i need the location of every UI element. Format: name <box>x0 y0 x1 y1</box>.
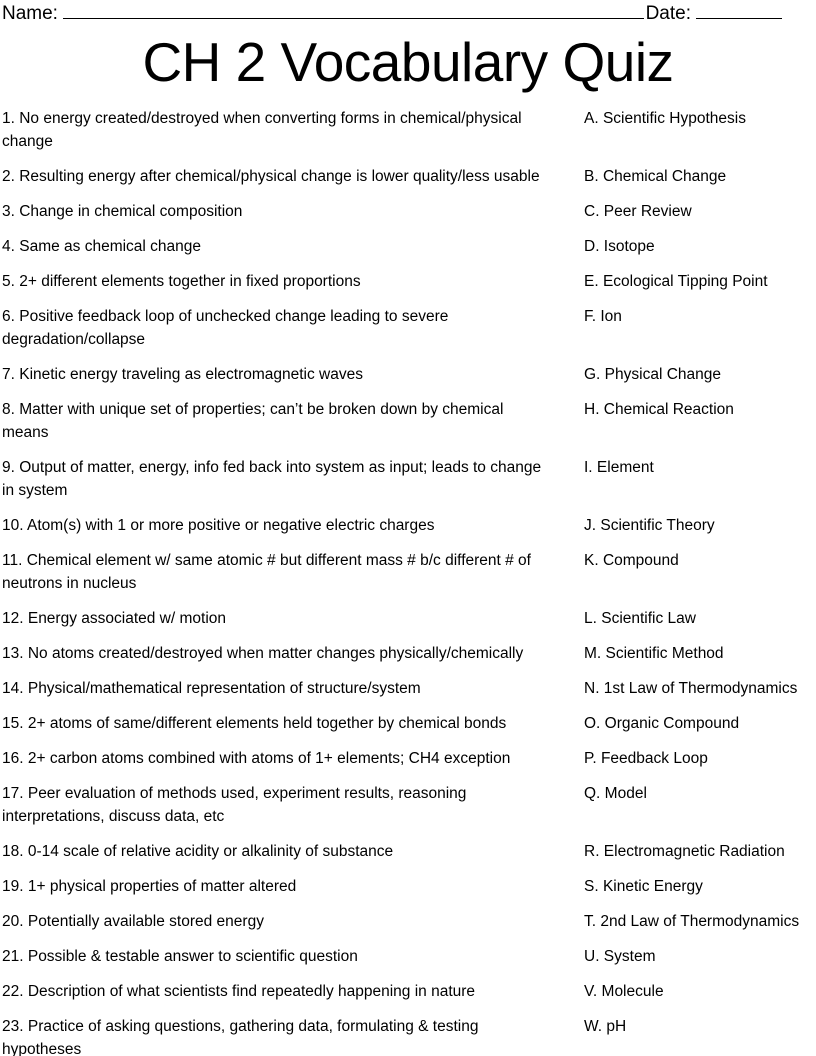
answer-choice[interactable]: F. Ion <box>584 308 622 325</box>
matching-row <box>2 363 814 386</box>
answer-choice[interactable]: W. pH <box>584 1018 627 1035</box>
answer-choice[interactable]: R. Electromagnetic Radiation <box>584 843 785 860</box>
question-item[interactable]: 20. Potentially available stored energy <box>2 913 264 930</box>
answer-choice[interactable]: G. Physical Change <box>584 366 721 383</box>
matching-row <box>2 910 814 933</box>
answer-choice[interactable]: U. System <box>584 948 656 965</box>
question-item[interactable]: 12. Energy associated w/ motion <box>2 610 227 627</box>
answer-choice[interactable]: P. Feedback Loop <box>584 750 708 767</box>
answer-choice[interactable]: J. Scientific Theory <box>584 517 715 534</box>
question-item[interactable]: 3. Change in chemical composition <box>2 203 243 220</box>
question-item[interactable]: 13. No atoms created/destroyed when matter changes physically/chemically <box>2 645 524 662</box>
matching-row <box>2 712 814 735</box>
question-item[interactable]: 22. Description of what scientists find repeatedly happening in nature <box>2 983 476 1000</box>
matching-row <box>2 642 814 665</box>
matching-row <box>2 200 814 223</box>
question-item[interactable]: 2. Resulting energy after chemical/physical change is lower quality/less usable <box>2 168 540 185</box>
page-title: CH 2 Vocabulary Quiz <box>142 31 674 93</box>
answer-choice[interactable]: E. Ecological Tipping Point <box>584 273 768 290</box>
answer-choice[interactable]: N. 1st Law of Thermodynamics <box>584 680 798 697</box>
answer-choice[interactable]: T. 2nd Law of Thermodynamics <box>584 913 800 930</box>
answer-choice[interactable]: S. Kinetic Energy <box>584 878 703 895</box>
answer-choice[interactable]: C. Peer Review <box>584 203 692 220</box>
question-item[interactable]: 10. Atom(s) with 1 or more positive or negative electric charges <box>2 517 435 534</box>
matching-list <box>0 107 816 1056</box>
question-item[interactable]: 18. 0-14 scale of relative acidity or alkalinity of substance <box>2 843 394 860</box>
name-label: Name: <box>2 3 58 24</box>
matching-row <box>2 607 814 630</box>
question-item[interactable]: 8. Matter with unique set of properties; can’t be broken down by chemical means <box>2 401 504 441</box>
question-item[interactable]: 15. 2+ atoms of same/different elements held together by chemical bonds <box>2 715 507 732</box>
answer-choice[interactable]: H. Chemical Reaction <box>584 401 734 418</box>
matching-row <box>2 165 814 188</box>
question-item[interactable]: 14. Physical/mathematical representation of structure/system <box>2 680 421 697</box>
matching-row <box>2 875 814 898</box>
answer-choice[interactable]: V. Molecule <box>584 983 664 1000</box>
question-item[interactable]: 1. No energy created/destroyed when converting forms in chemical/physical change <box>2 110 522 150</box>
answer-choice[interactable]: B. Chemical Change <box>584 168 727 185</box>
answer-choice[interactable]: A. Scientific Hypothesis <box>584 110 746 127</box>
question-item[interactable]: 11. Chemical element w/ same atomic # but different mass # b/c different # of neutrons in nucleus <box>2 552 531 592</box>
question-item[interactable]: 21. Possible & testable answer to scientific question <box>2 948 358 965</box>
matching-row <box>2 270 814 293</box>
matching-row <box>2 677 814 700</box>
answer-choice[interactable]: Q. Model <box>584 785 647 802</box>
name-date-line <box>0 0 816 25</box>
answer-choice[interactable]: M. Scientific Method <box>584 645 724 662</box>
answer-choice[interactable]: L. Scientific Law <box>584 610 696 627</box>
question-item[interactable]: 4. Same as chemical change <box>2 238 202 255</box>
matching-row <box>2 747 814 770</box>
answer-choice[interactable]: K. Compound <box>584 552 679 569</box>
date-write-in-line[interactable] <box>696 18 782 19</box>
question-item[interactable]: 9. Output of matter, energy, info fed back into system as input; leads to change in system <box>2 459 542 499</box>
matching-row <box>2 840 814 863</box>
question-item[interactable]: 23. Practice of asking questions, gathering data, formulating & testing hypotheses <box>2 1018 479 1056</box>
question-item[interactable]: 17. Peer evaluation of methods used, experiment results, reasoning interpretations, discuss data, etc <box>2 785 467 825</box>
question-item[interactable]: 16. 2+ carbon atoms combined with atoms of 1+ elements; CH4 exception <box>2 750 511 767</box>
matching-row <box>2 514 814 537</box>
matching-row <box>2 945 814 968</box>
matching-row <box>2 549 814 595</box>
question-item[interactable]: 6. Positive feedback loop of unchecked change leading to severe degradation/collapse <box>2 308 449 348</box>
matching-row <box>2 456 814 502</box>
answer-choice[interactable]: D. Isotope <box>584 238 655 255</box>
matching-row <box>2 1015 814 1056</box>
name-write-in-line[interactable] <box>63 18 644 19</box>
matching-row <box>2 980 814 1003</box>
answer-choice[interactable]: I. Element <box>584 459 654 476</box>
question-item[interactable]: 7. Kinetic energy traveling as electromagnetic waves <box>2 366 363 383</box>
matching-row <box>2 398 814 444</box>
matching-row <box>2 782 814 828</box>
answer-choice[interactable]: O. Organic Compound <box>584 715 740 732</box>
question-item[interactable]: 19. 1+ physical properties of matter altered <box>2 878 297 895</box>
date-label: Date: <box>645 3 691 24</box>
question-item[interactable]: 5. 2+ different elements together in fixed proportions <box>2 273 361 290</box>
matching-row <box>2 305 814 351</box>
matching-row <box>2 235 814 258</box>
matching-row <box>2 107 814 153</box>
